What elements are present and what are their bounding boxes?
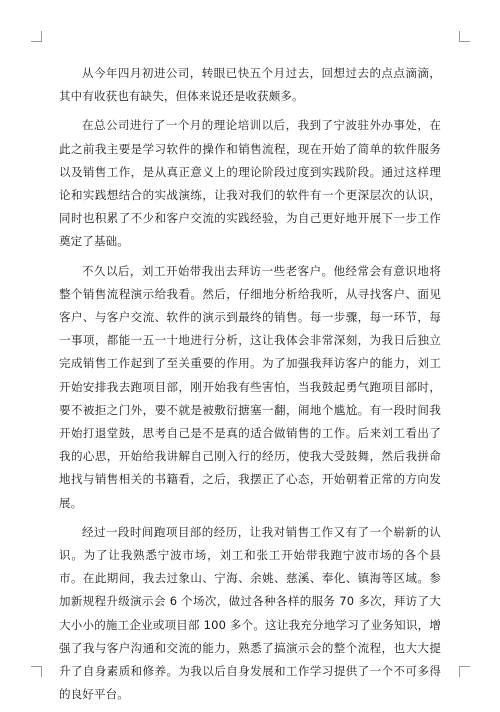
paragraph: 经过一段时间跑项目部的经历，让我对销售工作又有了一个崭新的认识。为了让我熟悉宁波市场，刘工和张工开始带我跑宁波市场的各个县市。在此期间，我去过象山、宁海、余姚、慈溪、奉化、镇海等区域。参加新规程升级演示会 6 个场次，做过各种各样的服务 70 多次，拜访了大大小小的施工企业或项目部 100 多个。这让我充分地学习了业务知识，增强了我与客户沟通和交流的能力，熟悉了搞演示会的整个流程，也大大提升了自身素质和修养。为我以后自身发展和工作学习提供了一个不可多得的良好平台。 [59,524,441,702]
paragraph: 在总公司进行了一个月的理论培训以后，我到了宁波驻外办事处，在此之前我主要是学习软件的操作和销售流程，现在开始了简单的软件服务以及销售工作，是从真正意义上的理论阶段过度到实践阶段。通过这样理论和实践想结合的实战演练，让我对我们的软件有一个更深层次的认识，同时也积累了不少和客户交流的实践经验，为自己更好地开展下一步工作奠定了基础。 [59,118,441,249]
crop-mark-bottom-left [31,666,42,677]
crop-mark-bottom-right [459,666,470,677]
paragraph: 不久以后，刘工开始带我出去拜访一些老客户。他经常会有意识地将整个销售流程演示给我看。然后，仔细地分析给我听，从寻找客户、面见客户、与客户交流、软件的演示到最终的销售。每一步骤，每一环节，每一事项，都能一五一十地进行分析，这让我体会非常深刻，为我日后独立完成销售工作起到了至关重要的作用。为了加强我拜访客户的能力，刘工开始安排我去跑项目部，刚开始我有些害怕，当我鼓起勇气跑项目部时，要不被拒之门外，要不就是被敷衍搪塞一翻，闹地个尴尬。有一段时间我开始打退堂鼓，思考自己是不是真的适合做销售的工作。后来刘工看出了我的心思，开始给我讲解自己刚入行的经历，使我大受鼓舞，然后我拼命地找与销售相关的书籍看，之后，我摆正了心态，开始朝着正常的方向发展。 [59,263,441,510]
paragraph: 从今年四月初进公司，转眼已快五个月过去，回想过去的点点滴滴，其中有收获也有缺失，但体来说还是收获颇多。 [59,66,441,104]
crop-mark-top-right [459,31,470,42]
document-body [59,62,441,712]
crop-mark-top-left [31,31,42,42]
